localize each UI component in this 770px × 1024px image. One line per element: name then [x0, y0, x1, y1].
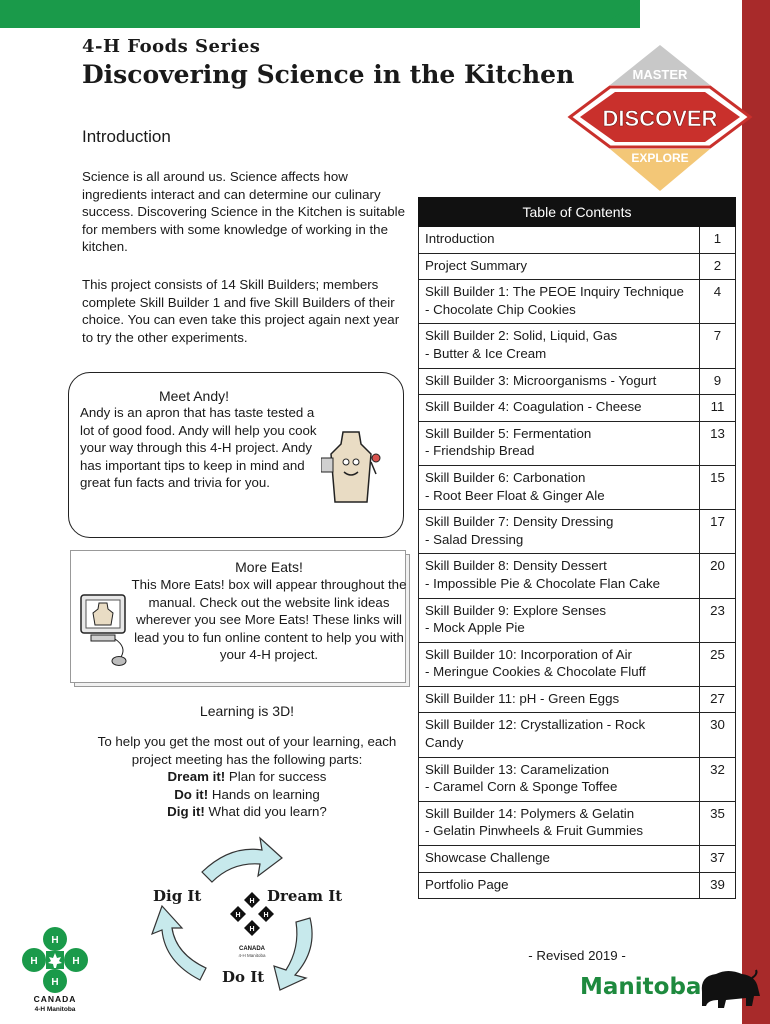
- toc-entry: [419, 324, 700, 368]
- toc-row: [419, 421, 736, 465]
- toc-entry-title: Skill Builder 4: Coagulation - Cheese: [425, 399, 642, 415]
- toc-row: [419, 757, 736, 801]
- toc-entry: [419, 280, 700, 324]
- toc-entry-title: Portfolio Page: [425, 876, 509, 892]
- intro-heading: Introduction: [82, 127, 171, 146]
- learning-item-desc: Plan for success: [225, 769, 327, 785]
- toc-page-number: 39: [700, 872, 736, 899]
- learning-3d-intro: To help you get the most out of your learning, each project meeting has the following parts:: [97, 734, 397, 767]
- cycle-arrow-right: [274, 918, 312, 990]
- toc-row: [419, 598, 736, 642]
- toc-entry-subtitle: - Salad Dressing: [425, 531, 524, 547]
- toc-entry: [419, 846, 700, 873]
- toc-entry-subtitle: - Root Beer Float & Ginger Ale: [425, 487, 605, 503]
- toc-entry: [419, 227, 700, 254]
- toc-row: [419, 227, 736, 254]
- meet-andy-box: [68, 372, 404, 538]
- toc-entry: [419, 872, 700, 899]
- toc-page-number: 35: [700, 801, 736, 845]
- top-green-band: [0, 0, 640, 28]
- toc-entry-title: Project Summary: [425, 257, 527, 273]
- toc-page-number: 11: [700, 395, 736, 422]
- top-green-band-corner: [598, 0, 640, 28]
- toc-row: [419, 686, 736, 713]
- toc-entry-title: Skill Builder 5: Fermentation: [425, 425, 592, 441]
- toc-header: Table of Contents: [419, 198, 736, 227]
- toc-entry-subtitle: - Caramel Corn & Sponge Toffee: [425, 779, 618, 795]
- toc-entry-title: Skill Builder 1: The PEOE Inquiry Technique: [425, 284, 684, 300]
- toc-page-number: 15: [700, 465, 736, 509]
- toc-entry-title: Skill Builder 14: Polymers & Gelatin: [425, 805, 635, 821]
- toc-row: [419, 253, 736, 280]
- toc-row: [419, 713, 736, 757]
- toc-entry: [419, 642, 700, 686]
- more-eats-title: More Eats!: [235, 559, 303, 575]
- toc-page-number: 13: [700, 421, 736, 465]
- table-of-contents: [418, 197, 736, 899]
- toc-page-number: 2: [700, 253, 736, 280]
- toc-entry: [419, 686, 700, 713]
- toc-entry-title: Skill Builder 12: Crystallization - Rock: [425, 717, 646, 733]
- learning-item: [82, 768, 412, 786]
- toc-entry-title: Skill Builder 9: Explore Senses: [425, 602, 607, 618]
- svg-text:H: H: [263, 912, 269, 919]
- series-title: 4-H Foods Series: [82, 36, 261, 57]
- canada-4h-logo: [20, 925, 90, 1015]
- cycle-logo-sub: 4-H Manitoba: [238, 953, 266, 958]
- toc-entry: [419, 757, 700, 801]
- toc-row: [419, 368, 736, 395]
- toc-page-number: 7: [700, 324, 736, 368]
- toc-row: [419, 801, 736, 845]
- toc-entry: [419, 801, 700, 845]
- cycle-label-dream-it: Dream It: [267, 887, 343, 905]
- toc-entry: [419, 253, 700, 280]
- badge-master-label: MASTER: [632, 67, 688, 82]
- toc-header-row: [419, 198, 736, 227]
- svg-text:H: H: [249, 926, 255, 933]
- learning-item-label: Do it!: [174, 786, 209, 802]
- toc-entry: [419, 395, 700, 422]
- toc-entry-subtitle: - Gelatin Pinwheels & Fruit Gummies: [425, 823, 643, 839]
- cycle-label-dig-it: Dig It: [153, 887, 202, 905]
- toc-row: [419, 280, 736, 324]
- learning-item-desc: Hands on learning: [208, 786, 320, 802]
- revised-note: - Revised 2019 -: [528, 948, 626, 963]
- cycle-label-do-it: Do It: [222, 968, 265, 986]
- toc-entry-title: Skill Builder 3: Microorganisms - Yogurt: [425, 372, 657, 388]
- more-eats-box: [70, 550, 406, 683]
- toc-entry-title: Showcase Challenge: [425, 850, 550, 866]
- toc-row: [419, 324, 736, 368]
- toc-row: [419, 395, 736, 422]
- toc-entry: [419, 554, 700, 598]
- canada-logo-text: CANADA: [33, 994, 77, 1004]
- computer-icon: [77, 591, 133, 667]
- svg-text:H: H: [72, 956, 80, 967]
- intro-paragraph-1: Science is all around us. Science affects how ingredients interact and can determine our culinary success. Discovering Science in the Kitchen is suitable for members with some knowledge of working in the kitchen.: [82, 169, 405, 255]
- learning-item-desc: What did you learn?: [204, 804, 327, 820]
- svg-text:H: H: [30, 956, 38, 967]
- more-eats-text: This More Eats! box will appear throughout the manual. Check out the website link ideas wherever you see More Eats! These links will lead you to fun online content to help you with your 4-H project.: [131, 577, 407, 663]
- toc-row: [419, 642, 736, 686]
- svg-text:H: H: [235, 912, 241, 919]
- toc-page-number: 30: [700, 713, 736, 757]
- badge-discover-label: DISCOVER: [602, 106, 718, 131]
- toc-entry-subtitle: - Butter & Ice Cream: [425, 345, 547, 361]
- toc-entry-subtitle: Candy: [425, 735, 464, 751]
- toc-entry-title: Skill Builder 6: Carbonation: [425, 469, 586, 485]
- toc-entry: [419, 368, 700, 395]
- manitoba-wordmark: Manitoba: [580, 974, 702, 1000]
- badge-explore-label: EXPLORE: [631, 151, 689, 165]
- toc-entry-subtitle: - Mock Apple Pie: [425, 620, 525, 636]
- toc-page-number: 1: [700, 227, 736, 254]
- learning-item-label: Dig it!: [167, 804, 205, 820]
- svg-text:H: H: [249, 898, 255, 905]
- meet-andy-title: Meet Andy!: [158, 388, 230, 404]
- toc-entry: [419, 713, 700, 757]
- learning-3d-text: [82, 733, 412, 821]
- toc-page-number: 27: [700, 686, 736, 713]
- toc-entry-title: Skill Builder 2: Solid, Liquid, Gas: [425, 328, 618, 344]
- toc-entry-title: Skill Builder 8: Density Dessert: [425, 558, 607, 574]
- toc-entry: [419, 421, 700, 465]
- toc-entry-title: Skill Builder 7: Density Dressing: [425, 514, 614, 530]
- cycle-logo-canada: CANADA: [239, 946, 265, 952]
- toc-entry-subtitle: - Impossible Pie & Chocolate Flan Cake: [425, 575, 661, 591]
- cycle-arrow-left: [152, 906, 206, 980]
- svg-text:H: H: [51, 977, 59, 988]
- toc-page-number: 20: [700, 554, 736, 598]
- toc-entry-title: Skill Builder 10: Incorporation of Air: [425, 646, 632, 662]
- learning-item-label: Dream it!: [167, 769, 226, 785]
- andy-apron-icon: [321, 428, 381, 508]
- toc-page-number: 25: [700, 642, 736, 686]
- toc-entry-title: Skill Builder 11: pH - Green Eggs: [425, 690, 620, 706]
- svg-text:H: H: [51, 935, 59, 946]
- toc-page-number: 4: [700, 280, 736, 324]
- learning-item: [82, 803, 412, 821]
- toc-row: [419, 872, 736, 899]
- toc-entry-subtitle: - Meringue Cookies & Chocolate Fluff: [425, 664, 646, 680]
- toc-entry-subtitle: - Chocolate Chip Cookies: [425, 301, 576, 317]
- toc-page-number: 23: [700, 598, 736, 642]
- bison-icon: [698, 966, 762, 1012]
- toc-entry-subtitle: - Friendship Bread: [425, 443, 535, 459]
- toc-entry-title: Skill Builder 13: Caramelization: [425, 761, 610, 777]
- intro-paragraph-2: This project consists of 14 Skill Builders; members complete Skill Builder 1 and five Skill Builders of their choice. You can even take this project again next year to try the other experiments.: [82, 277, 400, 345]
- toc-row: [419, 554, 736, 598]
- toc-page-number: 9: [700, 368, 736, 395]
- learning-item: [82, 786, 412, 804]
- learning-3d-title: Learning is 3D!: [199, 703, 295, 719]
- toc-entry: [419, 465, 700, 509]
- page-title: Discovering Science in the Kitchen: [82, 60, 575, 89]
- cycle-arrow-top: [202, 838, 282, 882]
- toc-entry-title: Introduction: [425, 231, 495, 246]
- toc-page-number: 37: [700, 846, 736, 873]
- toc-entry: [419, 598, 700, 642]
- toc-row: [419, 510, 736, 554]
- canada-logo-subtext: 4-H Manitoba: [34, 1006, 76, 1013]
- toc-page-number: 17: [700, 510, 736, 554]
- level-badge: [560, 45, 760, 195]
- meet-andy-text: Andy is an apron that has taste tested a lot of good food. Andy will help you cook your way through this 4-H project. Andy has important tips to keep in mind and great fun facts and trivia for you.: [80, 405, 317, 491]
- toc-page-number: 32: [700, 757, 736, 801]
- toc-row: [419, 846, 736, 873]
- toc-row: [419, 465, 736, 509]
- toc-entry: [419, 510, 700, 554]
